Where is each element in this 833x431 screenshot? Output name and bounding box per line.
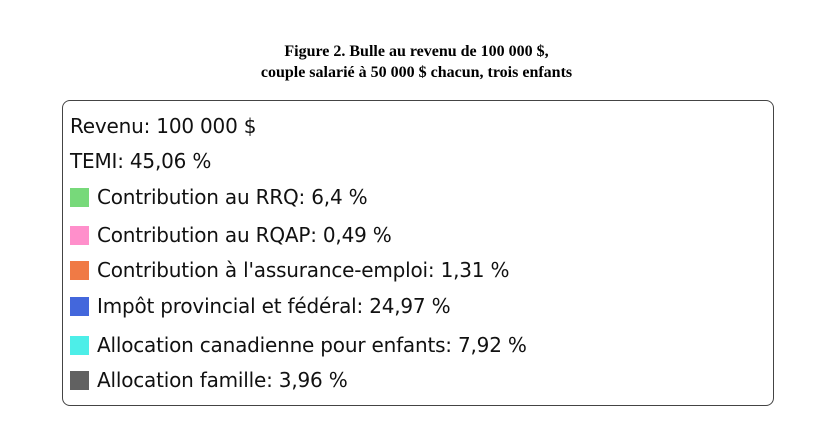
legend-label-allocation-famille: Allocation famille: 3,96 %	[97, 368, 348, 392]
legend-label-rqap: Contribution au RQAP: 0,49 %	[97, 223, 392, 247]
legend-item-allocation-canadienne	[70, 330, 527, 360]
legend-swatch-impot	[70, 297, 89, 316]
tooltip-temi: TEMI: 45,06 %	[70, 149, 212, 173]
chart-tooltip	[62, 100, 774, 406]
legend-label-assurance-emploi: Contribution à l'assurance-emploi: 1,31 %	[97, 258, 510, 282]
legend-item-rqap	[70, 220, 392, 250]
legend-item-impot	[70, 291, 450, 321]
figure-title	[0, 41, 833, 83]
figure-title-line-2: couple salarié à 50 000 $ chacun, trois enfants	[260, 64, 573, 81]
legend-item-allocation-famille	[70, 365, 348, 395]
legend-item-assurance-emploi	[70, 255, 509, 285]
legend-swatch-allocation-canadienne	[70, 336, 89, 355]
legend-swatch-rqap	[70, 226, 89, 245]
legend-swatch-assurance-emploi	[70, 261, 89, 280]
tooltip-revenu: Revenu: 100 000 $	[70, 114, 257, 138]
legend-item-rrq	[70, 182, 367, 212]
legend-label-impot: Impôt provincial et fédéral: 24,97 %	[97, 294, 451, 318]
figure-title-line-1: Figure 2. Bulle au revenu de 100 000 $,	[284, 43, 549, 60]
legend-swatch-allocation-famille	[70, 371, 89, 390]
legend-swatch-rrq	[70, 188, 89, 207]
legend-label-allocation-canadienne: Allocation canadienne pour enfants: 7,92 %	[97, 333, 527, 357]
legend-label-rrq: Contribution au RRQ: 6,4 %	[97, 185, 368, 209]
